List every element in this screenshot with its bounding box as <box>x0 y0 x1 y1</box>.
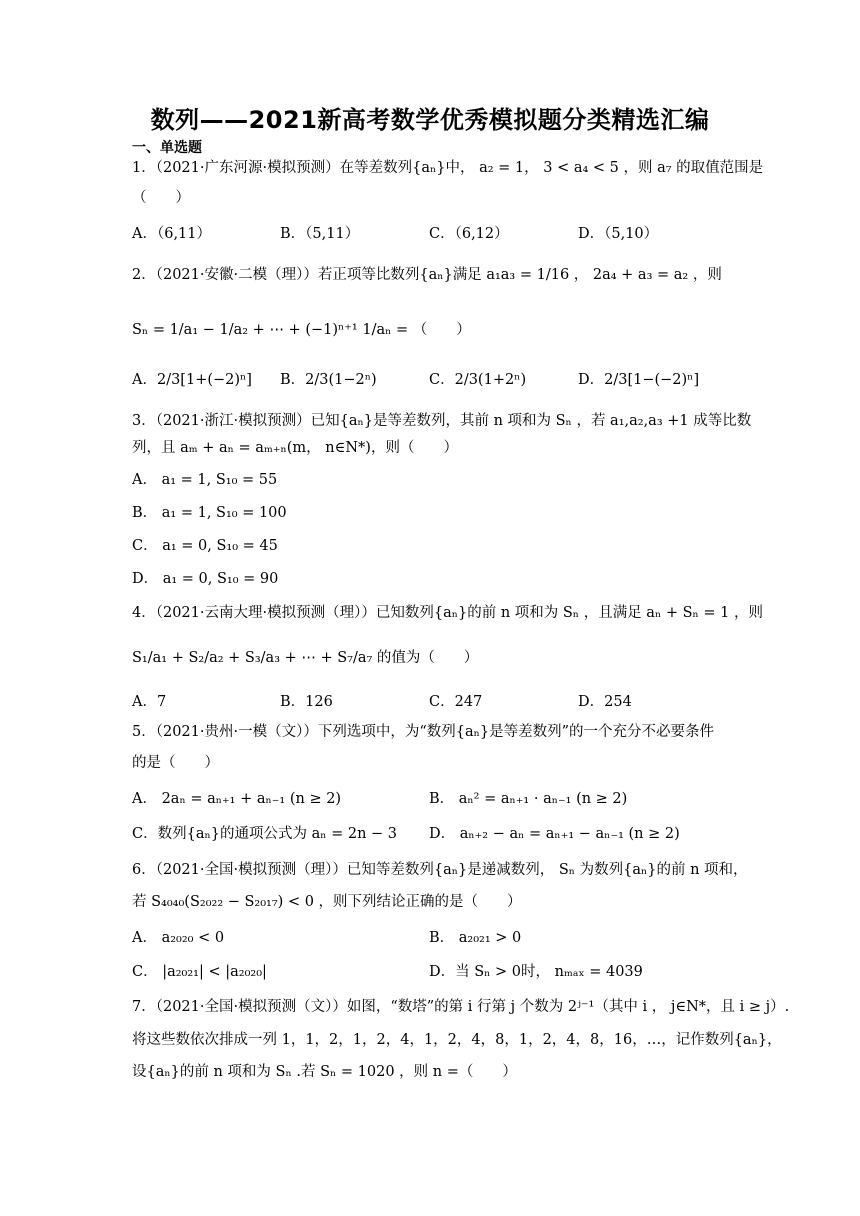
option-d[interactable]: D．254 <box>578 694 632 710</box>
question-5-stem: 5．（2021·贵州·一模（文））下列选项中，为“数列{aₙ}是等差数列”的一个充分不必要条件 <box>132 724 715 740</box>
option-b[interactable]: B． a₁ = 1, S₁₀ = 100 <box>132 505 287 521</box>
option-d[interactable]: D． a₁ = 0, S₁₀ = 90 <box>132 571 279 587</box>
question-7-stem: 7．（2021·全国·模拟预测（文））如图，“数塔”的第 i 行第 j 个数为 2ʲ⁻¹（其中 i ， j∈N*，且 i ≥ j）. <box>132 999 790 1015</box>
section-heading: 一、单选题 <box>132 140 202 156</box>
option-c[interactable]: C． |a₂₀₂₁| < |a₂₀₂₀| <box>132 964 267 980</box>
question-3-stem-cont: 列，且 aₘ + aₙ = aₘ₊ₙ(m， n∈N*)，则（ ） <box>132 440 458 456</box>
option-d[interactable]: D． aₙ₊₂ − aₙ = aₙ₊₁ − aₙ₋₁ (n ≥ 2) <box>429 826 680 842</box>
option-b[interactable]: B．（5,11） <box>280 226 360 242</box>
question-2-stem: 2．（2021·安徽·二模（理））若正项等比数列{aₙ}满足 a₁a₃ = 1/16 ， 2a₄ + a₃ = a₂ ，则 <box>132 267 722 283</box>
option-a[interactable]: A． 2aₙ = aₙ₊₁ + aₙ₋₁ (n ≥ 2) <box>132 791 342 807</box>
option-a[interactable]: A．（6,11） <box>132 226 212 242</box>
option-b[interactable]: B． a₂₀₂₁ > 0 <box>429 930 522 946</box>
question-2-stem-cont: Sₙ = 1/a₁ − 1/a₂ + ⋯ + (−1)ⁿ⁺¹ 1/aₙ = （ ） <box>132 322 471 338</box>
option-c[interactable]: C．（6,12） <box>429 226 509 242</box>
question-6-stem: 6．（2021·全国·模拟预测（理））已知等差数列{aₙ}是递减数列， Sₙ 为数列{aₙ}的前 n 项和， <box>132 862 748 878</box>
option-d[interactable]: D．当 Sₙ > 0时， nₘₐₓ = 4039 <box>429 964 643 980</box>
option-c[interactable]: C．数列{aₙ}的通项公式为 aₙ = 2n − 3 <box>132 826 398 842</box>
question-6-stem-cont: 若 S₄₀₄₀(S₂₀₂₂ − S₂₀₁₇) < 0 ，则下列结论正确的是（ ） <box>132 894 522 910</box>
option-a[interactable]: A．2/3[1+(−2)ⁿ] <box>132 372 252 388</box>
option-a[interactable]: A． a₂₀₂₀ < 0 <box>132 930 225 946</box>
option-a[interactable]: A． a₁ = 1, S₁₀ = 55 <box>132 472 278 488</box>
question-5-stem-cont: 的是（ ） <box>132 755 219 771</box>
option-b[interactable]: B． aₙ² = aₙ₊₁ · aₙ₋₁ (n ≥ 2) <box>429 791 628 807</box>
option-c[interactable]: C．247 <box>429 694 483 710</box>
option-c[interactable]: C．2/3(1+2ⁿ) <box>429 372 527 388</box>
option-d[interactable]: D．2/3[1−(−2)ⁿ] <box>578 372 700 388</box>
option-b[interactable]: B．126 <box>280 694 333 710</box>
page-title: 数列——2021新高考数学优秀模拟题分类精选汇编 <box>150 106 710 134</box>
option-a[interactable]: A．7 <box>132 694 167 710</box>
question-4-stem: 4．（2021·云南大理·模拟预测（理））已知数列{aₙ}的前 n 项和为 Sₙ ，且满足 aₙ + Sₙ = 1 ，则 <box>132 605 763 621</box>
question-7-stem-cont: 将这些数依次排成一列 1，1，2，1，2，4，1，2，4，8，1，2，4，8，16，…，记作数列{aₙ}， <box>132 1032 782 1048</box>
question-3-stem: 3．（2021·浙江·模拟预测）已知{aₙ}是等差数列，其前 n 项和为 Sₙ ，若 a₁,a₂,a₃ +1 成等比数 <box>132 413 752 429</box>
question-1-stem: 1．（2021·广东河源·模拟预测）在等差数列{aₙ}中， a₂ = 1， 3 < a₄ < 5 ，则 a₇ 的取值范围是 <box>132 160 764 176</box>
question-4-stem-cont: S₁/a₁ + S₂/a₂ + S₃/a₃ + ⋯ + S₇/a₇ 的值为（ ） <box>132 650 479 666</box>
question-1-stem-cont: （ ） <box>132 190 190 206</box>
option-c[interactable]: C． a₁ = 0, S₁₀ = 45 <box>132 538 278 554</box>
question-7-stem-cont-2: 设{aₙ}的前 n 项和为 Sₙ .若 Sₙ = 1020 ，则 n =（ ） <box>132 1064 517 1080</box>
option-d[interactable]: D．（5,10） <box>578 226 659 242</box>
option-b[interactable]: B．2/3(1−2ⁿ) <box>280 372 377 388</box>
